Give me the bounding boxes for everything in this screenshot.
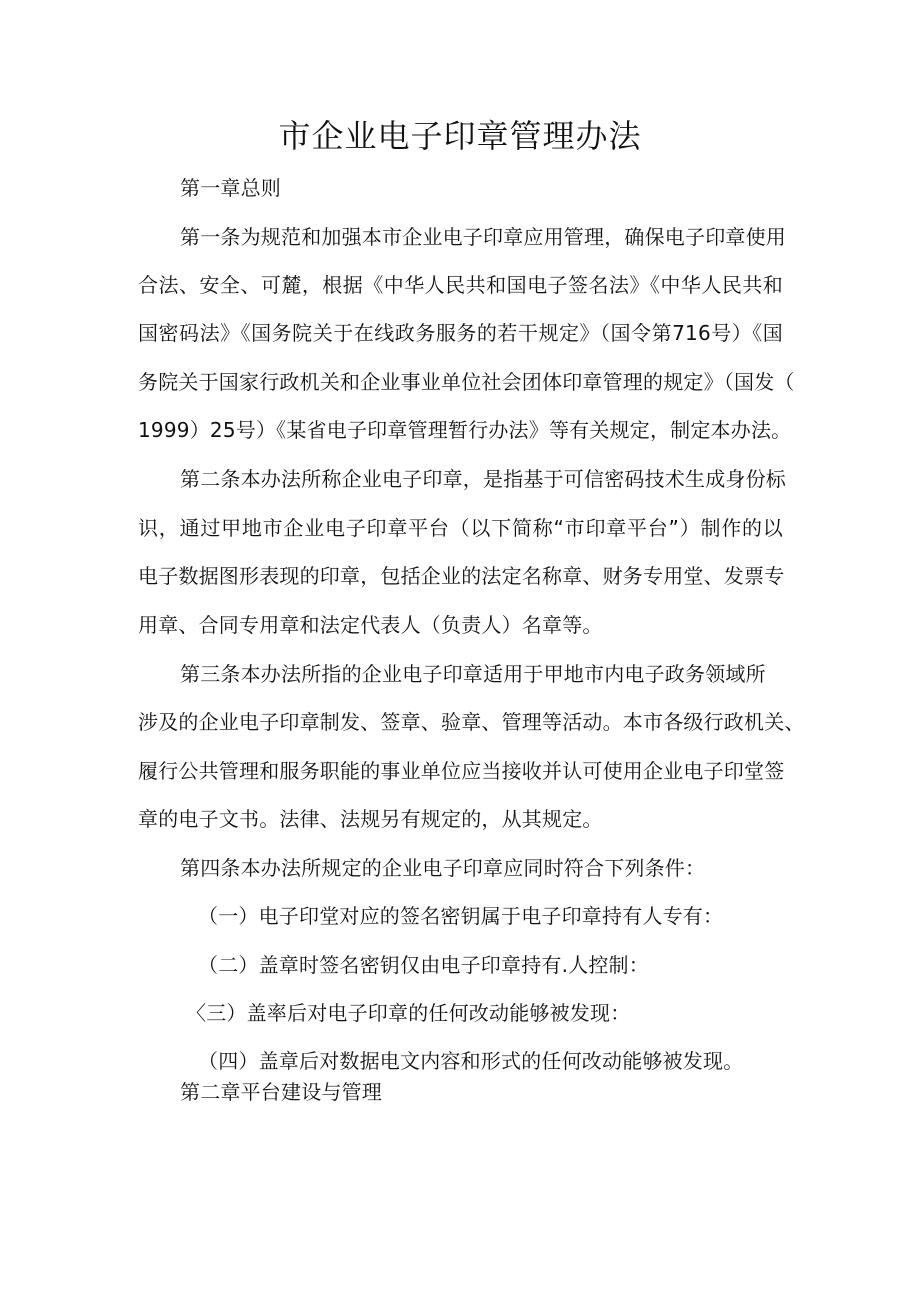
article-2-line: 用章、合同专用章和法定代表人（负责人）名章等。	[138, 613, 603, 637]
article-1-line: 国密码法》《国务院关于在线政务服务的若干规定》（国令第716号）《国	[138, 321, 783, 345]
condition-item: 〈三）盖率后对电子印章的任何改动能够被发现：	[186, 1001, 631, 1025]
condition-item: （二）盖章时签名密钥仅由电子印章持有.人控制：	[198, 953, 649, 977]
article-1-line: 1999）25号）《某省电子印章管理暂行办法》等有关规定，制定本办法。	[138, 418, 792, 442]
article-3-line: 章的电子文书。法律、法规另有规定的，从其规定。	[138, 807, 603, 831]
article-2-line: 第二条本办法所称企业电子印章，是指基于可信密码技术生成身份标	[180, 467, 786, 491]
article-1-line: 第一条为规范和加强本市企业电子印章应用管理，确保电子印章使用	[180, 225, 786, 249]
article-1-line: 合法、安全、可麓，根据《中华人民共和国电子签名法》《中华人民共和	[138, 273, 783, 297]
chapter-heading-1: 第一章总则	[180, 176, 281, 200]
condition-item: （四）盖章后对数据电文内容和形式的任何改动能够被发现。	[198, 1049, 744, 1073]
article-1-line: 务院关于国家行政机关和企业事业单位社会团体印章管理的规定》（国发（	[138, 370, 795, 394]
article-2-line: 识，通过甲地市企业电子印章平台（以下简称“市印章平台”）制作的以	[138, 516, 783, 540]
chapter-heading-2: 第二章平台建设与管理	[180, 1080, 382, 1104]
article-3-line: 第三条本办法所指的企业电子印章适用于甲地市内电子政务领域所	[180, 662, 766, 686]
article-4: 第四条本办法所规定的企业电子印章应同时符合下列条件：	[180, 856, 706, 880]
article-3-line: 涉及的企业电子印章制发、签章、验章、管理等活动。本市各级行政机关、	[138, 710, 805, 734]
article-2-line: 电子数据图形表现的印章，包括企业的法定名称章、财务专用堂、发票专	[138, 564, 785, 588]
article-3-line: 履行公共管理和服务职能的事业单位应当接收并认可使用企业电子印堂签	[138, 759, 785, 783]
condition-item: （一）电子印堂对应的签名密钥属于电子印章持有人专有：	[198, 904, 724, 928]
document-title: 市企业电子印章管理办法	[278, 117, 642, 155]
